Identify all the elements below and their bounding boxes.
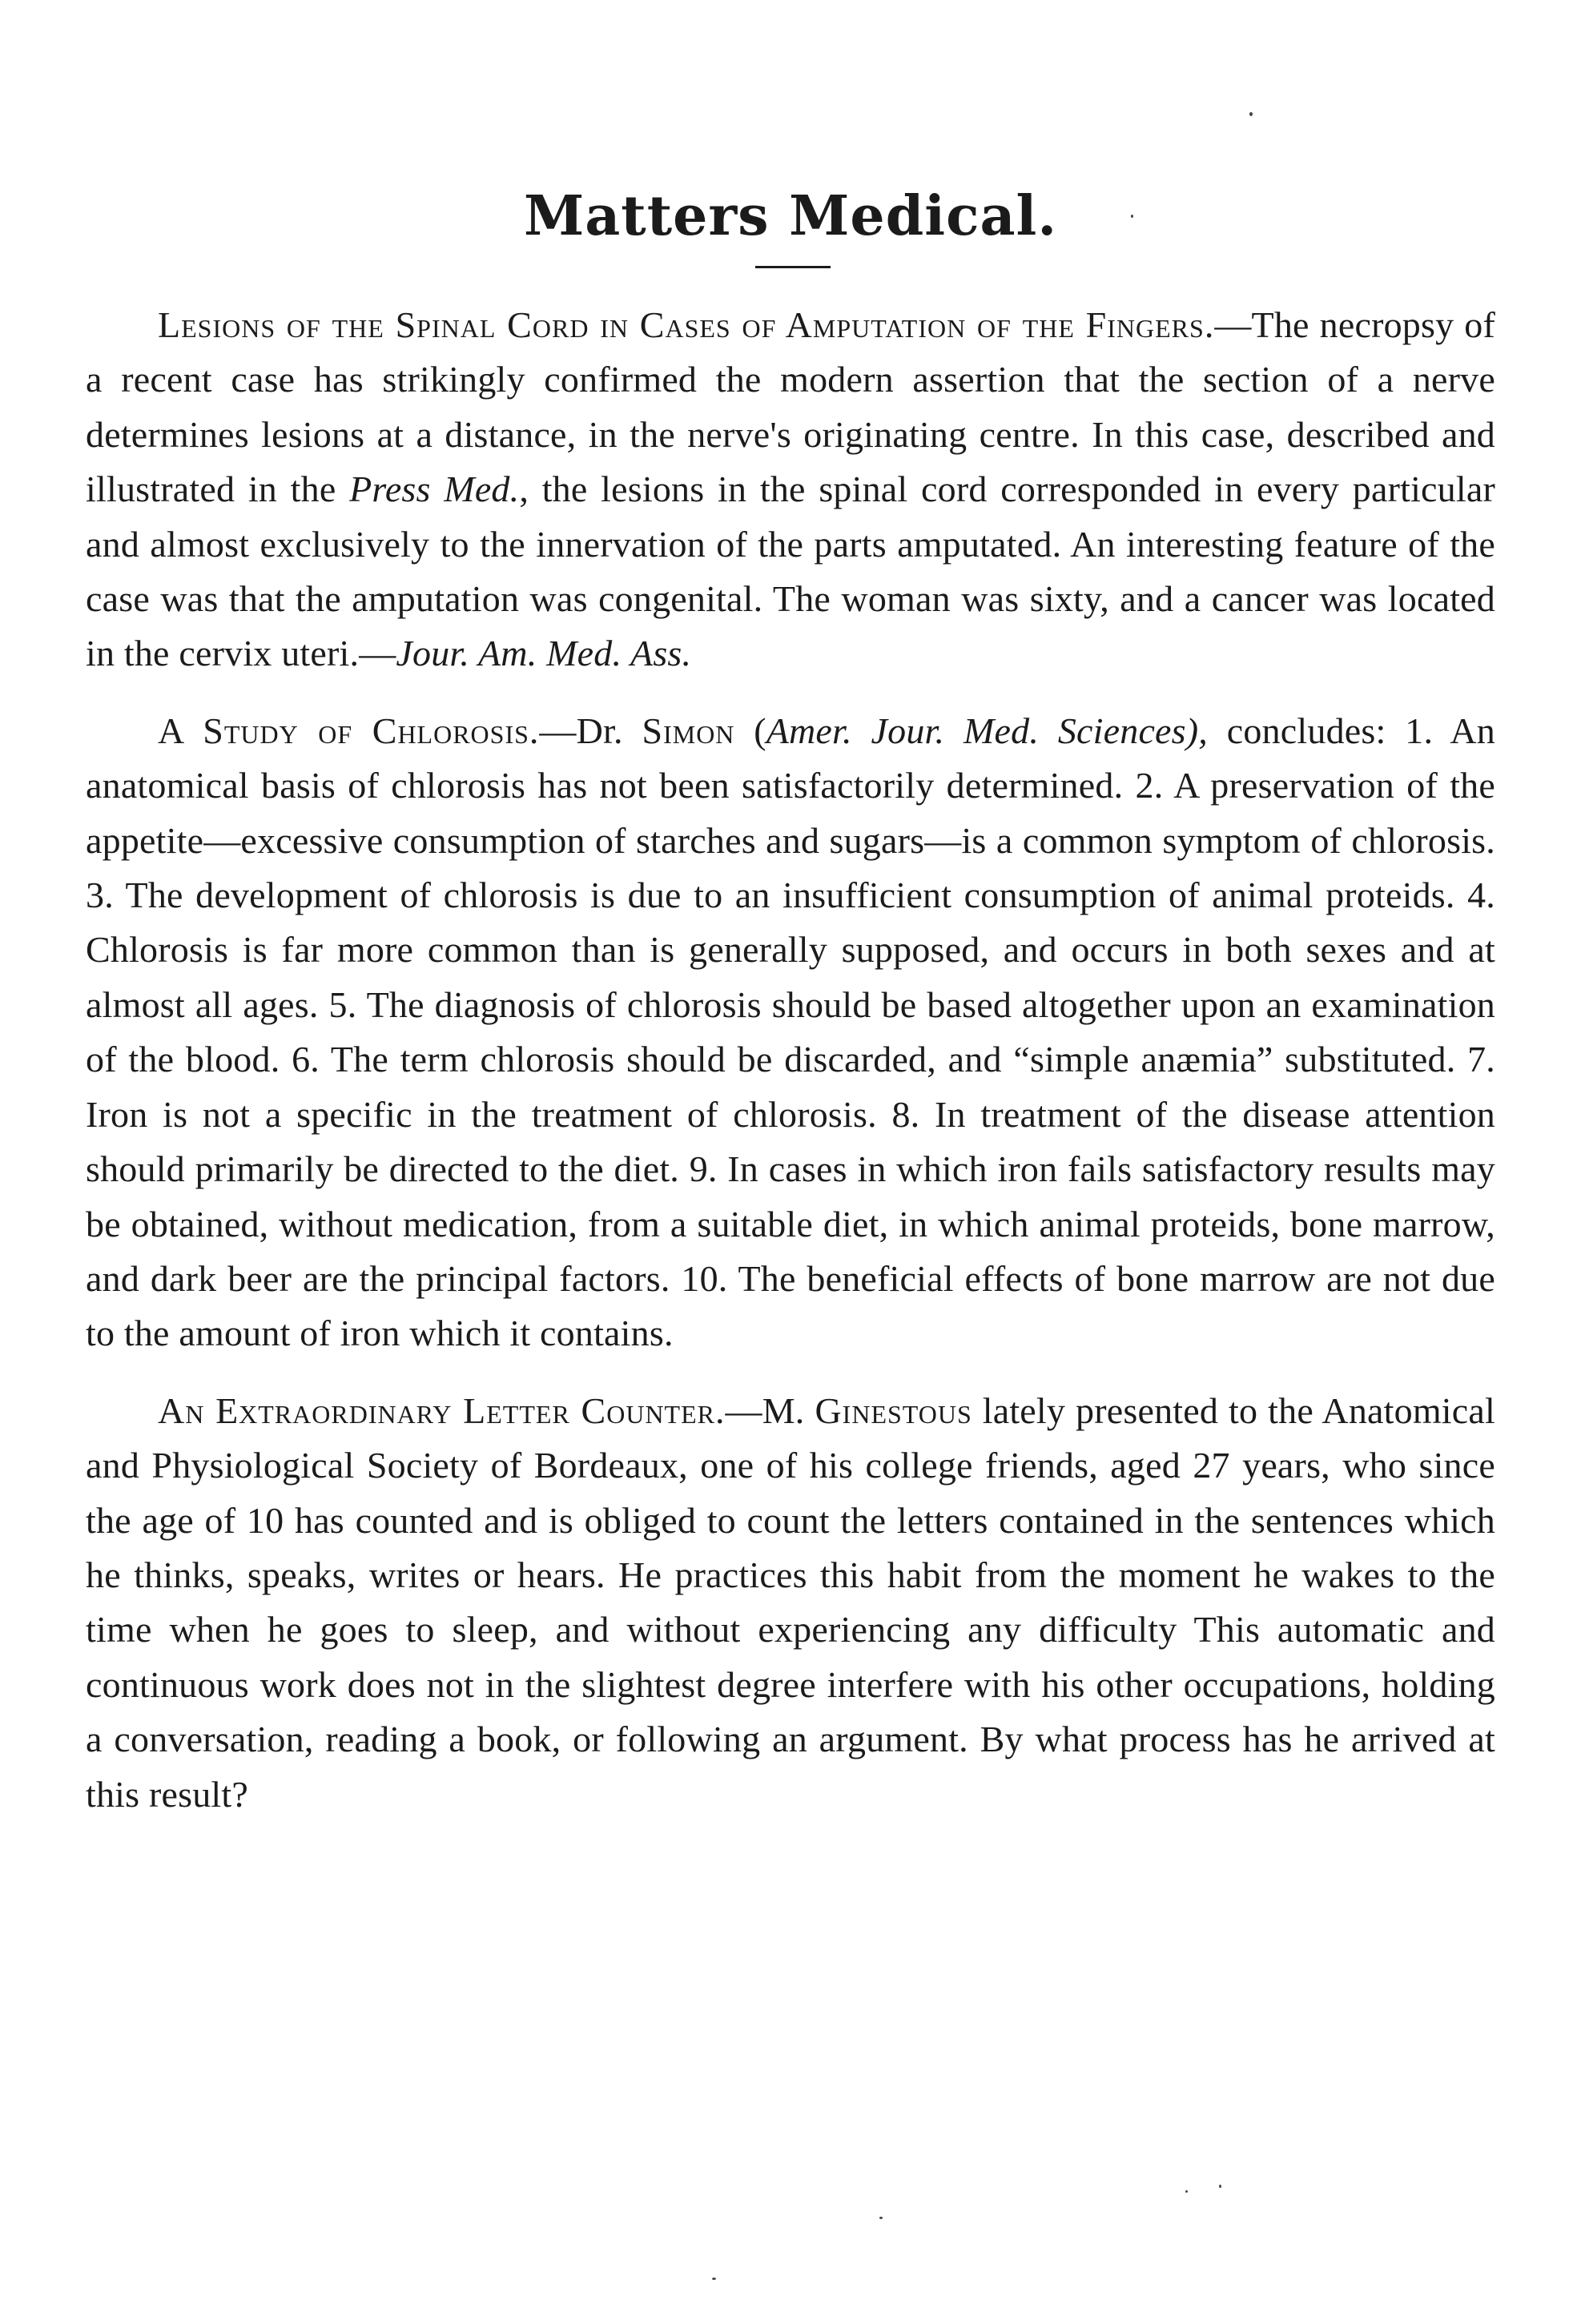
article-letter-counter	[86, 1384, 1495, 1822]
print-speck	[1131, 215, 1133, 218]
print-speck	[1185, 2190, 1188, 2193]
source-citation: Jour. Am. Med. Ass.	[396, 633, 692, 674]
print-speck	[879, 2217, 883, 2219]
article-spinal-cord	[86, 298, 1495, 682]
journal-name: Press Med.	[349, 468, 520, 510]
print-speck	[712, 2278, 716, 2280]
print-speck	[1219, 2185, 1221, 2188]
article-text: concludes: 1. An anatomical basis of chlorosis has not been satisfactorily determined. 2. A preservation of the appetite—excessive consumption of starches and sugars—is a common symptom of chlorosis. 3. The development of chlorosis is due to an insufficient consumption of animal proteids. 4. Chlorosis is far more common than is generally supposed, and occurs in both sexes and at almost all ages. 5. The diagnosis of chlorosis should be based altogether upon an examination of the blood. 6. The term chlorosis should be discarded, and “simple anæmia” substituted. 7. Iron is not a specific in the treatment of chlorosis. 8. In treatment of the disease attention should primarily be directed to the diet. 9. In cases in which iron fails satisfactory results may be obtained, without medication, from a suitable diet, in which animal proteids, bone marrow, and dark beer are the principal factors. 10. The beneficial effects of bone marrow are not due to the amount of iron which it contains.	[86, 710, 1496, 1354]
article-text: —Dr.	[539, 710, 642, 751]
author-name: Ginestous	[815, 1389, 972, 1431]
page-title: Matters Medical.	[523, 184, 1058, 248]
author-name: Simon	[642, 710, 735, 751]
article-body	[86, 298, 1495, 1844]
title-rule	[755, 266, 831, 268]
article-chlorosis	[86, 704, 1495, 1361]
article-heading: A Study of Chlorosis.	[158, 710, 540, 751]
journal-name: Amer. Jour. Med. Sciences),	[766, 710, 1208, 751]
article-heading: An Extraordinary Letter Counter.	[158, 1389, 726, 1431]
article-text: —The necropsy of a recent case has strikingly confirmed the modern assertion that the section of a nerve determines lesions at a distance, in the nerve's originating centre. In this case, described and illustrated in the	[86, 304, 1495, 510]
article-text: , the lesions in the spinal cord corresponded in every particular and almost exclusively to the innervation of the parts amputated. An interesting feature of the case was that the amputation was congenital. The woman was sixty, and a cancer was located in the cervix uteri.—	[86, 468, 1495, 674]
article-text: —M.	[725, 1389, 815, 1431]
article-text: (	[734, 710, 766, 751]
print-speck	[1249, 112, 1253, 116]
article-text: lately presented to the Anatomical and Physiological Society of Bordeaux, one of his college friends, aged 27 years, who since the age of 10 has counted and is obliged to count the letters contained in the sentences which he thinks, speaks, writes or hears. He practices this habit from the moment he wakes to the time when he goes to sleep, and without experiencing any difficulty This automatic and continuous work does not in the slightest degree interfere with his other occupations, holding a conversation, reading a book, or following an argument. By what process has he arrived at this result?	[86, 1389, 1495, 1815]
article-heading: Lesions of the Spinal Cord in Cases of Amputation of the Fingers.	[158, 304, 1215, 345]
